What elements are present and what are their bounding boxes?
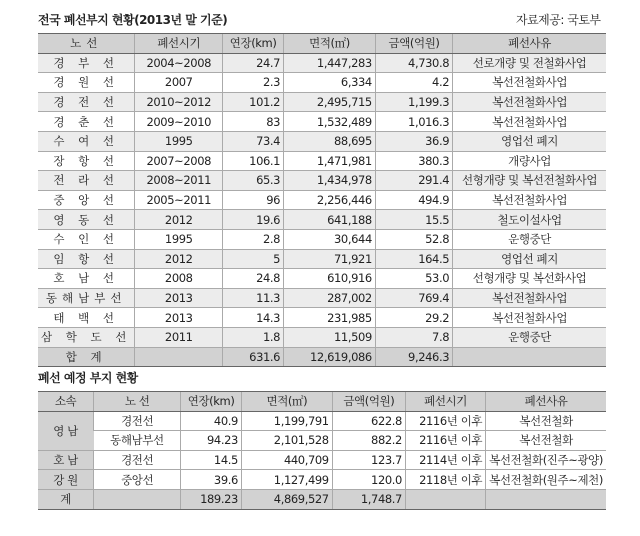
cell-area: 1,471,981 xyxy=(284,151,376,171)
cell-line: 수 인 선 xyxy=(38,229,135,249)
cell-length: 19.6 xyxy=(223,210,284,230)
col-header-amount: 금액(억원) xyxy=(332,392,405,412)
cell-line: 호 남 선 xyxy=(38,269,135,289)
planned-closure-table xyxy=(38,391,606,510)
cell-region: 강 원 xyxy=(38,470,94,490)
cell-line: 장 항 선 xyxy=(38,151,135,171)
cell-amount: 1,016.3 xyxy=(375,112,452,132)
cell-length: 73.4 xyxy=(223,131,284,151)
cell-line: 임 항 선 xyxy=(38,249,135,269)
col-header-amount: 금액(억원) xyxy=(375,34,452,54)
cell-length: 94.23 xyxy=(181,431,242,451)
cell-length: 83 xyxy=(223,112,284,132)
cell-reason: 개량사업 xyxy=(453,151,606,171)
cell-amount: 4,730.8 xyxy=(375,53,452,73)
cell-line: 경전선 xyxy=(94,450,181,470)
cell-reason: 선형개량 및 복선전철화사업 xyxy=(453,171,606,191)
cell-length: 96 xyxy=(223,190,284,210)
cell-length: 11.3 xyxy=(223,288,284,308)
col-header-reason: 폐선사유 xyxy=(486,392,606,412)
cell-amount: 29.2 xyxy=(375,308,452,328)
col-header-reason: 폐선사유 xyxy=(453,34,606,54)
cell-length: 101.2 xyxy=(223,92,284,112)
cell-length: 14.3 xyxy=(223,308,284,328)
cell-amount: 15.5 xyxy=(375,210,452,230)
col-header-line: 노 선 xyxy=(94,392,181,412)
source-credit: 자료제공: 국토부 xyxy=(516,13,601,27)
cell-length: 106.1 xyxy=(223,151,284,171)
cell-area: 610,916 xyxy=(284,269,376,289)
total-period xyxy=(405,489,485,509)
cell-reason: 운행중단 xyxy=(453,229,606,249)
table-row xyxy=(38,112,606,132)
cell-reason: 운행중단 xyxy=(453,327,606,347)
cell-reason: 복선전철화사업 xyxy=(453,288,606,308)
cell-reason: 복선전철화사업 xyxy=(453,112,606,132)
total-line xyxy=(94,489,181,509)
cell-period: 2012 xyxy=(135,210,223,230)
cell-area: 30,644 xyxy=(284,229,376,249)
cell-period: 2007~2008 xyxy=(135,151,223,171)
cell-period: 2011 xyxy=(135,327,223,347)
cell-amount: 380.3 xyxy=(375,151,452,171)
page-title: 전국 폐선부지 현황(2013년 말 기준) xyxy=(38,13,228,27)
table-row xyxy=(38,269,606,289)
cell-length: 24.8 xyxy=(223,269,284,289)
cell-reason: 복선전철화사업 xyxy=(453,73,606,93)
cell-line: 경 춘 선 xyxy=(38,112,135,132)
cell-area: 287,002 xyxy=(284,288,376,308)
cell-length: 2.8 xyxy=(223,229,284,249)
cell-period: 2007 xyxy=(135,73,223,93)
table-row xyxy=(38,151,606,171)
cell-area: 11,509 xyxy=(284,327,376,347)
cell-line: 삼 학 도 선 xyxy=(38,327,135,347)
cell-line: 영 동 선 xyxy=(38,210,135,230)
total-row xyxy=(38,347,606,367)
cell-length: 65.3 xyxy=(223,171,284,191)
cell-region: 호 남 xyxy=(38,450,94,470)
cell-period: 2009~2010 xyxy=(135,112,223,132)
cell-length: 2.3 xyxy=(223,73,284,93)
cell-amount: 120.0 xyxy=(332,470,405,490)
cell-area: 2,495,715 xyxy=(284,92,376,112)
cell-reason: 영업선 폐지 xyxy=(453,131,606,151)
total-reason xyxy=(453,347,606,367)
cell-amount: 494.9 xyxy=(375,190,452,210)
cell-area: 1,127,499 xyxy=(241,470,332,490)
col-header-line: 노선 xyxy=(38,34,135,54)
cell-line: 수 여 선 xyxy=(38,131,135,151)
total-label: 합 계 xyxy=(38,347,135,367)
table-row xyxy=(38,210,606,230)
cell-length: 14.5 xyxy=(181,450,242,470)
cell-reason: 복선전철화사업 xyxy=(453,190,606,210)
cell-region: 영 남 xyxy=(38,411,94,450)
table-row xyxy=(38,411,606,431)
table-row xyxy=(38,92,606,112)
table-row xyxy=(38,249,606,269)
cell-line: 경 원 선 xyxy=(38,73,135,93)
cell-amount: 7.8 xyxy=(375,327,452,347)
total-amount: 9,246.3 xyxy=(375,347,452,367)
table-row xyxy=(38,229,606,249)
cell-line: 중 앙 선 xyxy=(38,190,135,210)
cell-area: 440,709 xyxy=(241,450,332,470)
cell-reason: 복선전철화사업 xyxy=(453,92,606,112)
table-row xyxy=(38,431,606,451)
table-row xyxy=(38,288,606,308)
cell-reason: 선형개량 및 복선화사업 xyxy=(453,269,606,289)
cell-period: 2010~2012 xyxy=(135,92,223,112)
cell-line: 전 라 선 xyxy=(38,171,135,191)
table-row xyxy=(38,131,606,151)
table-row xyxy=(38,327,606,347)
total-area: 4,869,527 xyxy=(241,489,332,509)
cell-amount: 123.7 xyxy=(332,450,405,470)
cell-period: 2004~2008 xyxy=(135,53,223,73)
table-row xyxy=(38,450,606,470)
cell-period: 2008~2011 xyxy=(135,171,223,191)
total-length: 189.23 xyxy=(181,489,242,509)
cell-line: 경전선 xyxy=(94,411,181,431)
col-header-area: 면적(㎡) xyxy=(241,392,332,412)
cell-amount: 769.4 xyxy=(375,288,452,308)
cell-length: 40.9 xyxy=(181,411,242,431)
total-row xyxy=(38,489,606,509)
cell-reason: 복선전철화(진주~광양) xyxy=(486,450,606,470)
total-label: 계 xyxy=(38,489,94,509)
cell-reason: 복선전철화(원주~제천) xyxy=(486,470,606,490)
cell-line: 경 전 선 xyxy=(38,92,135,112)
cell-area: 1,434,978 xyxy=(284,171,376,191)
cell-period: 1995 xyxy=(135,131,223,151)
col-header-length: 연장(km) xyxy=(181,392,242,412)
col-header-area: 면적(㎡) xyxy=(284,34,376,54)
cell-area: 641,188 xyxy=(284,210,376,230)
col-header-region: 소속 xyxy=(38,392,94,412)
cell-length: 24.7 xyxy=(223,53,284,73)
cell-reason: 복선전철화 xyxy=(486,431,606,451)
cell-period: 2013 xyxy=(135,308,223,328)
cell-line: 동해남부선 xyxy=(94,431,181,451)
cell-amount: 882.2 xyxy=(332,431,405,451)
cell-amount: 622.8 xyxy=(332,411,405,431)
table-row xyxy=(38,470,606,490)
table-row xyxy=(38,308,606,328)
cell-period: 2114년 이후 xyxy=(405,450,485,470)
cell-period: 2012 xyxy=(135,249,223,269)
cell-length: 1.8 xyxy=(223,327,284,347)
cell-area: 2,256,446 xyxy=(284,190,376,210)
cell-amount: 4.2 xyxy=(375,73,452,93)
total-reason xyxy=(486,489,606,509)
cell-area: 231,985 xyxy=(284,308,376,328)
closed-line-table xyxy=(38,33,606,367)
cell-period: 2008 xyxy=(135,269,223,289)
total-period xyxy=(135,347,223,367)
cell-area: 1,447,283 xyxy=(284,53,376,73)
cell-line: 동해남부선 xyxy=(38,288,135,308)
table-row xyxy=(38,171,606,191)
cell-reason: 철도이설사업 xyxy=(453,210,606,230)
cell-period: 2116년 이후 xyxy=(405,431,485,451)
cell-line: 중앙선 xyxy=(94,470,181,490)
table-row xyxy=(38,190,606,210)
col-header-period: 폐선시기 xyxy=(405,392,485,412)
cell-reason: 영업선 폐지 xyxy=(453,249,606,269)
cell-period: 2013 xyxy=(135,288,223,308)
cell-period: 2118년 이후 xyxy=(405,470,485,490)
col-header-period: 폐선시기 xyxy=(135,34,223,54)
cell-amount: 291.4 xyxy=(375,171,452,191)
total-area: 12,619,086 xyxy=(284,347,376,367)
table-row xyxy=(38,73,606,93)
cell-amount: 1,199.3 xyxy=(375,92,452,112)
cell-amount: 36.9 xyxy=(375,131,452,151)
section-title: 폐선 예정 부지 현황 xyxy=(38,371,138,385)
table-row xyxy=(38,53,606,73)
table-header-row xyxy=(38,392,606,412)
cell-area: 1,199,791 xyxy=(241,411,332,431)
cell-amount: 53.0 xyxy=(375,269,452,289)
cell-line: 경 부 선 xyxy=(38,53,135,73)
cell-amount: 164.5 xyxy=(375,249,452,269)
cell-area: 88,695 xyxy=(284,131,376,151)
cell-area: 71,921 xyxy=(284,249,376,269)
cell-area: 1,532,489 xyxy=(284,112,376,132)
cell-reason: 복선전철화 xyxy=(486,411,606,431)
cell-length: 5 xyxy=(223,249,284,269)
cell-area: 6,334 xyxy=(284,73,376,93)
col-header-length: 연장(km) xyxy=(223,34,284,54)
cell-length: 39.6 xyxy=(181,470,242,490)
cell-area: 2,101,528 xyxy=(241,431,332,451)
cell-amount: 52.8 xyxy=(375,229,452,249)
cell-reason: 선로개량 및 전철화사업 xyxy=(453,53,606,73)
cell-line: 태 백 선 xyxy=(38,308,135,328)
cell-period: 2005~2011 xyxy=(135,190,223,210)
total-amount: 1,748.7 xyxy=(332,489,405,509)
total-length: 631.6 xyxy=(223,347,284,367)
table-header-row xyxy=(38,34,606,54)
cell-reason: 복선전철화사업 xyxy=(453,308,606,328)
cell-period: 2116년 이후 xyxy=(405,411,485,431)
cell-period: 1995 xyxy=(135,229,223,249)
